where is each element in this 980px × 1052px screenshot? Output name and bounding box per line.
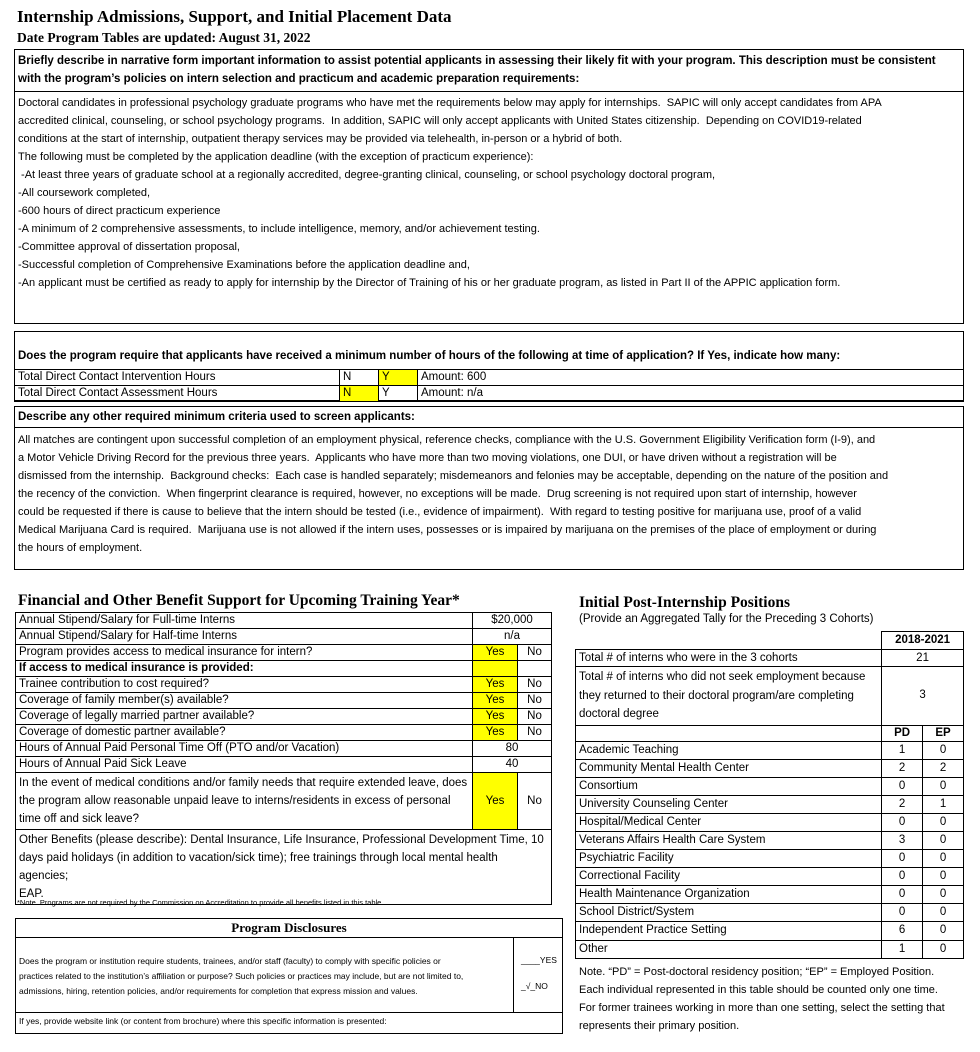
- sub-row-label: Trainee contribution to cost required?: [16, 677, 473, 693]
- disclosures-yes-mark[interactable]: ____YES: [521, 955, 557, 965]
- disclosures-question: Does the program or institution require students, trainees, and/or staff (faculty) to comply with specific policies or practices related to the institution’s affiliation or purpose? Such policies or practices may include, but are not limited to, admissions, hiring, retention policies, and/or requirements for completion that express mission and values.: [19, 956, 464, 996]
- positions-title: Initial Post-Internship Positions: [579, 594, 791, 611]
- setting-row: [576, 759, 964, 777]
- setting-pd: 3: [882, 831, 923, 849]
- setting-name: Consortium: [576, 777, 882, 795]
- sub-row-yes: Yes: [473, 709, 518, 725]
- setting-pd: 0: [882, 886, 923, 904]
- criteria-line: could be requested if there is cause to believe that the intern should be tested (i.e., evidence of impairment). With regard to testing positive for marijuana use, proof of a valid: [18, 506, 862, 519]
- setting-row: [576, 922, 964, 940]
- sub-row-label: Coverage of domestic partner available?: [16, 725, 473, 741]
- hours-question: Does the program require that applicants have received a minimum number of hours of the following at time of application? If Yes, indicate how many:: [18, 350, 841, 362]
- disclosures-link-label: If yes, provide website link (or content from brochure) where this specific information is presented:: [19, 1016, 387, 1026]
- setting-name: School District/System: [576, 904, 882, 922]
- date-line: Date Program Tables are updated: August 31, 2022: [17, 30, 311, 45]
- positions-table: [575, 631, 964, 959]
- positions-subtitle: (Provide an Aggregated Tally for the Preceding 3 Cohorts): [579, 613, 874, 625]
- total-label: Total # of interns who were in the 3 cohorts: [576, 650, 882, 667]
- narrative-line: Doctoral candidates in professional psychology graduate programs who have met the requirements below may apply for internships. SAPIC will only accept candidates from APA: [18, 96, 882, 109]
- setting-pd: 0: [882, 813, 923, 831]
- setting-ep: 0: [923, 777, 964, 795]
- setting-row: [576, 831, 964, 849]
- setting-ep: 0: [923, 831, 964, 849]
- medical-label: Program provides access to medical insurance for intern?: [16, 645, 473, 661]
- setting-name: Psychiatric Facility: [576, 850, 882, 868]
- narrative-line: conditions at the start of internship, outpatient therapy services may be provided via telehealth, in-person or a hybrid of both.: [18, 132, 623, 145]
- narrative-line: -All coursework completed,: [18, 186, 151, 199]
- narrative-line: -Committee approval of dissertation proposal,: [18, 240, 240, 253]
- financial-table: [15, 612, 552, 905]
- stipend-half-value: n/a: [473, 629, 552, 645]
- narrative-line: -An applicant must be certified as ready to apply for internship by the Director of Training of his or her graduate program, as listed in Part II of the APPIC application form.: [18, 276, 841, 289]
- criteria-body: [15, 428, 963, 560]
- hours-row-y: Y: [379, 370, 418, 386]
- setting-pd: 2: [882, 759, 923, 777]
- narrative-line: accredited clinical, counseling, or school psychology programs. In addition, SAPIC will only accept applicants with United States citizenship. Depending on COVID19-related: [18, 114, 862, 127]
- narrative-line: -600 hours of direct practicum experience: [18, 204, 221, 217]
- setting-ep: 0: [923, 813, 964, 831]
- page-title: Internship Admissions, Support, and Initial Placement Data: [17, 7, 452, 26]
- criteria-line: a Motor Vehicle Driving Record for the previous three years. Applicants who have more than two moving violations, one DUI, or have driven without a registration will be: [18, 452, 837, 465]
- criteria-line: dismissed from the internship. Background checks: Each case is handled separately; misdemeanors and felonies may be acceptable, depending on the nature of the position and: [18, 470, 889, 483]
- narrative-header: Briefly describe in narrative form important information to assist potential applicants in assessing their likely fit with your program. This description must be consistent with the program’s policies on intern selection and practicum and academic preparation requirements:: [15, 50, 963, 92]
- disclosures-title: Program Disclosures: [16, 919, 562, 938]
- setting-name: Correctional Facility: [576, 868, 882, 886]
- criteria-header: Describe any other required minimum criteria used to screen applicants:: [15, 407, 963, 428]
- leave-question: In the event of medical conditions and/or family needs that require extended leave, does the program allow reasonable unpaid leave to interns/residents in excess of personal time off and sick leave?: [16, 773, 473, 830]
- sub-row-label: Coverage of family member(s) available?: [16, 693, 473, 709]
- setting-row: [576, 741, 964, 759]
- setting-pd: 2: [882, 795, 923, 813]
- sub-row-yes: Yes: [473, 725, 518, 741]
- disclosures-no-mark[interactable]: _√_NO: [521, 981, 548, 991]
- setting-name: Health Maintenance Organization: [576, 886, 882, 904]
- setting-row: [576, 886, 964, 904]
- narrative-body: [15, 92, 963, 294]
- setting-pd: 6: [882, 922, 923, 940]
- setting-row: [576, 904, 964, 922]
- hours-row-y: Y: [379, 386, 418, 402]
- stipend-full-label: Annual Stipend/Salary for Full-time Interns: [16, 613, 473, 629]
- hours-row-label: Total Direct Contact Intervention Hours: [15, 370, 340, 386]
- setting-ep: 0: [923, 868, 964, 886]
- setting-name: Independent Practice Setting: [576, 922, 882, 940]
- criteria-line: Medical Marijuana Card is required. Marijuana use is not allowed if the intern uses, possesses or is impaired by marijuana on the premises of the place of employment or during: [18, 524, 877, 537]
- setting-row: [576, 940, 964, 958]
- hours-row-label: Total Direct Contact Assessment Hours: [15, 386, 340, 402]
- setting-name: University Counseling Center: [576, 795, 882, 813]
- setting-pd: 1: [882, 940, 923, 958]
- setting-row: [576, 777, 964, 795]
- hours-box: [14, 331, 964, 401]
- setting-pd: 0: [882, 904, 923, 922]
- medical-yes: Yes: [473, 645, 518, 661]
- sub-row-yes: Yes: [473, 677, 518, 693]
- sub-row-no: No: [518, 693, 552, 709]
- stipend-full-value: $20,000: [473, 613, 552, 629]
- financial-note: *Note. Programs are not required by the Commission on Accreditation to provide all benefits listed in this table: [17, 898, 382, 907]
- sick-label: Hours of Annual Paid Sick Leave: [16, 757, 473, 773]
- setting-pd: 0: [882, 868, 923, 886]
- sub-row-no: No: [518, 725, 552, 741]
- narrative-line: -At least three years of graduate school at a regionally accredited, degree-granting clinical, counseling, or school psychology doctoral program,: [18, 168, 716, 181]
- pd-header: PD: [882, 725, 923, 741]
- medical-no: No: [518, 645, 552, 661]
- hours-row-amount: Amount: n/a: [418, 386, 964, 402]
- narrative-box: [14, 49, 964, 324]
- setting-name: Other: [576, 940, 882, 958]
- setting-ep: 2: [923, 759, 964, 777]
- leave-no: No: [518, 773, 552, 830]
- sub-row-label: Coverage of legally married partner available?: [16, 709, 473, 725]
- criteria-line: All matches are contingent upon successful completion of an employment physical, reference checks, compliance with the U.S. Government Eligibility Verification form (I-9), and: [18, 434, 876, 447]
- not-seek-value: 3: [882, 667, 964, 726]
- ep-header: EP: [923, 725, 964, 741]
- positions-note: Note. “PD” = Post-doctoral residency position; “EP” = Employed Position. Each individual represented in this table should be counted only one time. For former trainees working in more than one setting, select the setting that represents their primary position.: [579, 966, 945, 1032]
- setting-row: [576, 813, 964, 831]
- setting-ep: 1: [923, 795, 964, 813]
- sub-row-yes: Yes: [473, 693, 518, 709]
- hours-row-amount: Amount: 600: [418, 370, 964, 386]
- setting-row: [576, 850, 964, 868]
- financial-title: Financial and Other Benefit Support for Upcoming Training Year*: [18, 592, 460, 609]
- setting-row: [576, 868, 964, 886]
- setting-name: Veterans Affairs Health Care System: [576, 831, 882, 849]
- criteria-box: [14, 406, 964, 570]
- setting-ep: 0: [923, 886, 964, 904]
- criteria-line: the recency of the conviction. When fingerprint clearance is required, however, no exceptions will be made. Drug screening is not required upon start of internship, however: [18, 488, 857, 501]
- year-header: 2018-2021: [882, 632, 964, 650]
- disclosures-box: [15, 918, 563, 1034]
- setting-ep: 0: [923, 904, 964, 922]
- sub-row-no: No: [518, 677, 552, 693]
- setting-ep: 0: [923, 940, 964, 958]
- pto-value: 80: [473, 741, 552, 757]
- setting-ep: 0: [923, 922, 964, 940]
- sub-row-no: No: [518, 709, 552, 725]
- other-benefits: Other Benefits (please describe): Dental Insurance, Life Insurance, Professional Development Time, 10 days paid holidays (in addition to vacation/sick time); free trainings through local mental health agencies; EAP.: [16, 830, 552, 905]
- setting-pd: 0: [882, 777, 923, 795]
- setting-pd: 1: [882, 741, 923, 759]
- setting-name: Hospital/Medical Center: [576, 813, 882, 831]
- setting-name: Community Mental Health Center: [576, 759, 882, 777]
- leave-yes: Yes: [473, 773, 518, 830]
- narrative-line: -A minimum of 2 comprehensive assessments, to include intelligence, memory, and/or achievement testing.: [18, 222, 540, 235]
- setting-row: [576, 795, 964, 813]
- hours-row-n: N: [340, 370, 379, 386]
- hours-table: [14, 369, 964, 402]
- criteria-line: the hours of employment.: [18, 542, 143, 555]
- not-seek-label: Total # of interns who did not seek employment because they returned to their doctoral program/are completing doctoral degree: [576, 667, 882, 726]
- setting-name: Academic Teaching: [576, 741, 882, 759]
- narrative-line: -Successful completion of Comprehensive Examinations before the application deadline and,: [18, 258, 470, 271]
- setting-ep: 0: [923, 741, 964, 759]
- hours-row: [15, 386, 964, 402]
- total-value: 21: [882, 650, 964, 667]
- setting-ep: 0: [923, 850, 964, 868]
- if-access-label: If access to medical insurance is provided:: [16, 661, 473, 677]
- sick-value: 40: [473, 757, 552, 773]
- hours-row-n: N: [340, 386, 379, 402]
- pto-label: Hours of Annual Paid Personal Time Off (PTO and/or Vacation): [16, 741, 473, 757]
- setting-pd: 0: [882, 850, 923, 868]
- stipend-half-label: Annual Stipend/Salary for Half-time Interns: [16, 629, 473, 645]
- hours-row: [15, 370, 964, 386]
- narrative-line: The following must be completed by the application deadline (with the exception of practicum experience):: [18, 150, 534, 163]
